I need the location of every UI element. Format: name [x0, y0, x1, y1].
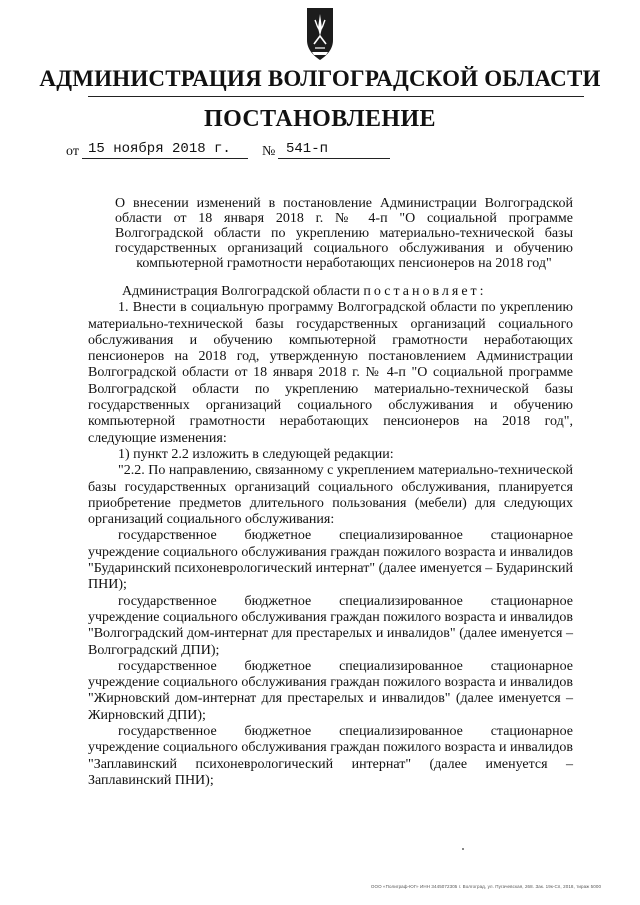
paragraph-4: государственное бюджетное специализированное стационарное учреждение социального обслуживания граждан пожилого возраста и инвалидов "Бударинский психоневрологический интернат" (далее именуется – Бударинский ПНИ); — [88, 528, 573, 593]
date-prefix: от — [66, 144, 79, 159]
registration-date: 15 ноября 2018 г. — [88, 141, 231, 157]
coat-of-arms-icon — [304, 6, 336, 62]
paragraph-2: 1) пункт 2.2 изложить в следующей редакции: — [118, 446, 394, 462]
scan-mark — [462, 848, 464, 850]
paragraph-7: государственное бюджетное специализированное стационарное учреждение социального обслуживания граждан пожилого возраста и инвалидов "Заплавинский психоневрологический интернат" (далее именуется – Заплавинский ПНИ); — [88, 724, 573, 788]
intro-lead: Администрация Волгоградской области — [122, 284, 360, 299]
registration-number: 541-п — [286, 141, 329, 157]
document-subject: О внесении изменений в постановление Администрации Волгоградской области от 18 января 2018 г. № 4-п "О социальной программе Волгоградской области по укреплению материально-технической базы государственных организаций социального обслуживания и обучению компьютерной грамотности неработающих пенсионеров на 2018 год" — [115, 196, 573, 271]
title-divider — [88, 96, 584, 97]
printer-imprint-text: ООО «Полиграф-ЮГ» ИНН 3445072305 г. Волгоград, ул. Пугачевская, 268. Зак. 19к-Сп, 2018, тираж 5000 — [370, 884, 602, 889]
document-type-heading: ПОСТАНОВЛЕНИЕ — [204, 106, 436, 132]
intro-paragraph — [88, 284, 573, 300]
paragraph-3: "2.2. По направлению, связанному с укреплением материально-технической базы государственных организаций социального обслуживания, планируется приобретение предметов длительного пользования (мебели) для следующих организаций социального обслуживания: — [88, 463, 573, 528]
paragraph-1: 1. Внести в социальную программу Волгоградской области по укреплению материально-технической базы государственных организаций социального обслуживания и обучению компьютерной грамотности неработающих пенсионеров на 2018 год, утвержденную постановлением Администрации Волгоградской области от 18 января 2018 г. № 4-п "О социальной программе Волгоградской области по укреплению материально-технической базы государственных организаций социального обслуживания и обучению компьютерной грамотности неработающих пенсионеров на 2018 год", следующие изменения: — [88, 300, 573, 446]
number-prefix: № — [262, 144, 276, 159]
organization-title: АДМИНИСТРАЦИЯ ВОЛГОГРАДСКОЙ ОБЛАСТИ — [39, 66, 601, 91]
date-underline — [82, 158, 248, 159]
number-underline — [278, 158, 390, 159]
intro-verb: постановляет: — [363, 284, 487, 299]
document-body — [88, 284, 573, 789]
paragraph-5: государственное бюджетное специализированное стационарное учреждение социального обслуживания граждан пожилого возраста и инвалидов "Волгоградский дом-интернат для престарелых и инвалидов" (далее именуется – Волгоградский ДПИ); — [88, 593, 573, 658]
paragraph-6: государственное бюджетное специализированное стационарное учреждение социального обслуживания граждан пожилого возраста и инвалидов "Жирновский дом-интернат для престарелых и инвалидов" (далее именуется – Жирновский ДПИ); — [88, 658, 573, 723]
printer-imprint — [0, 884, 640, 889]
